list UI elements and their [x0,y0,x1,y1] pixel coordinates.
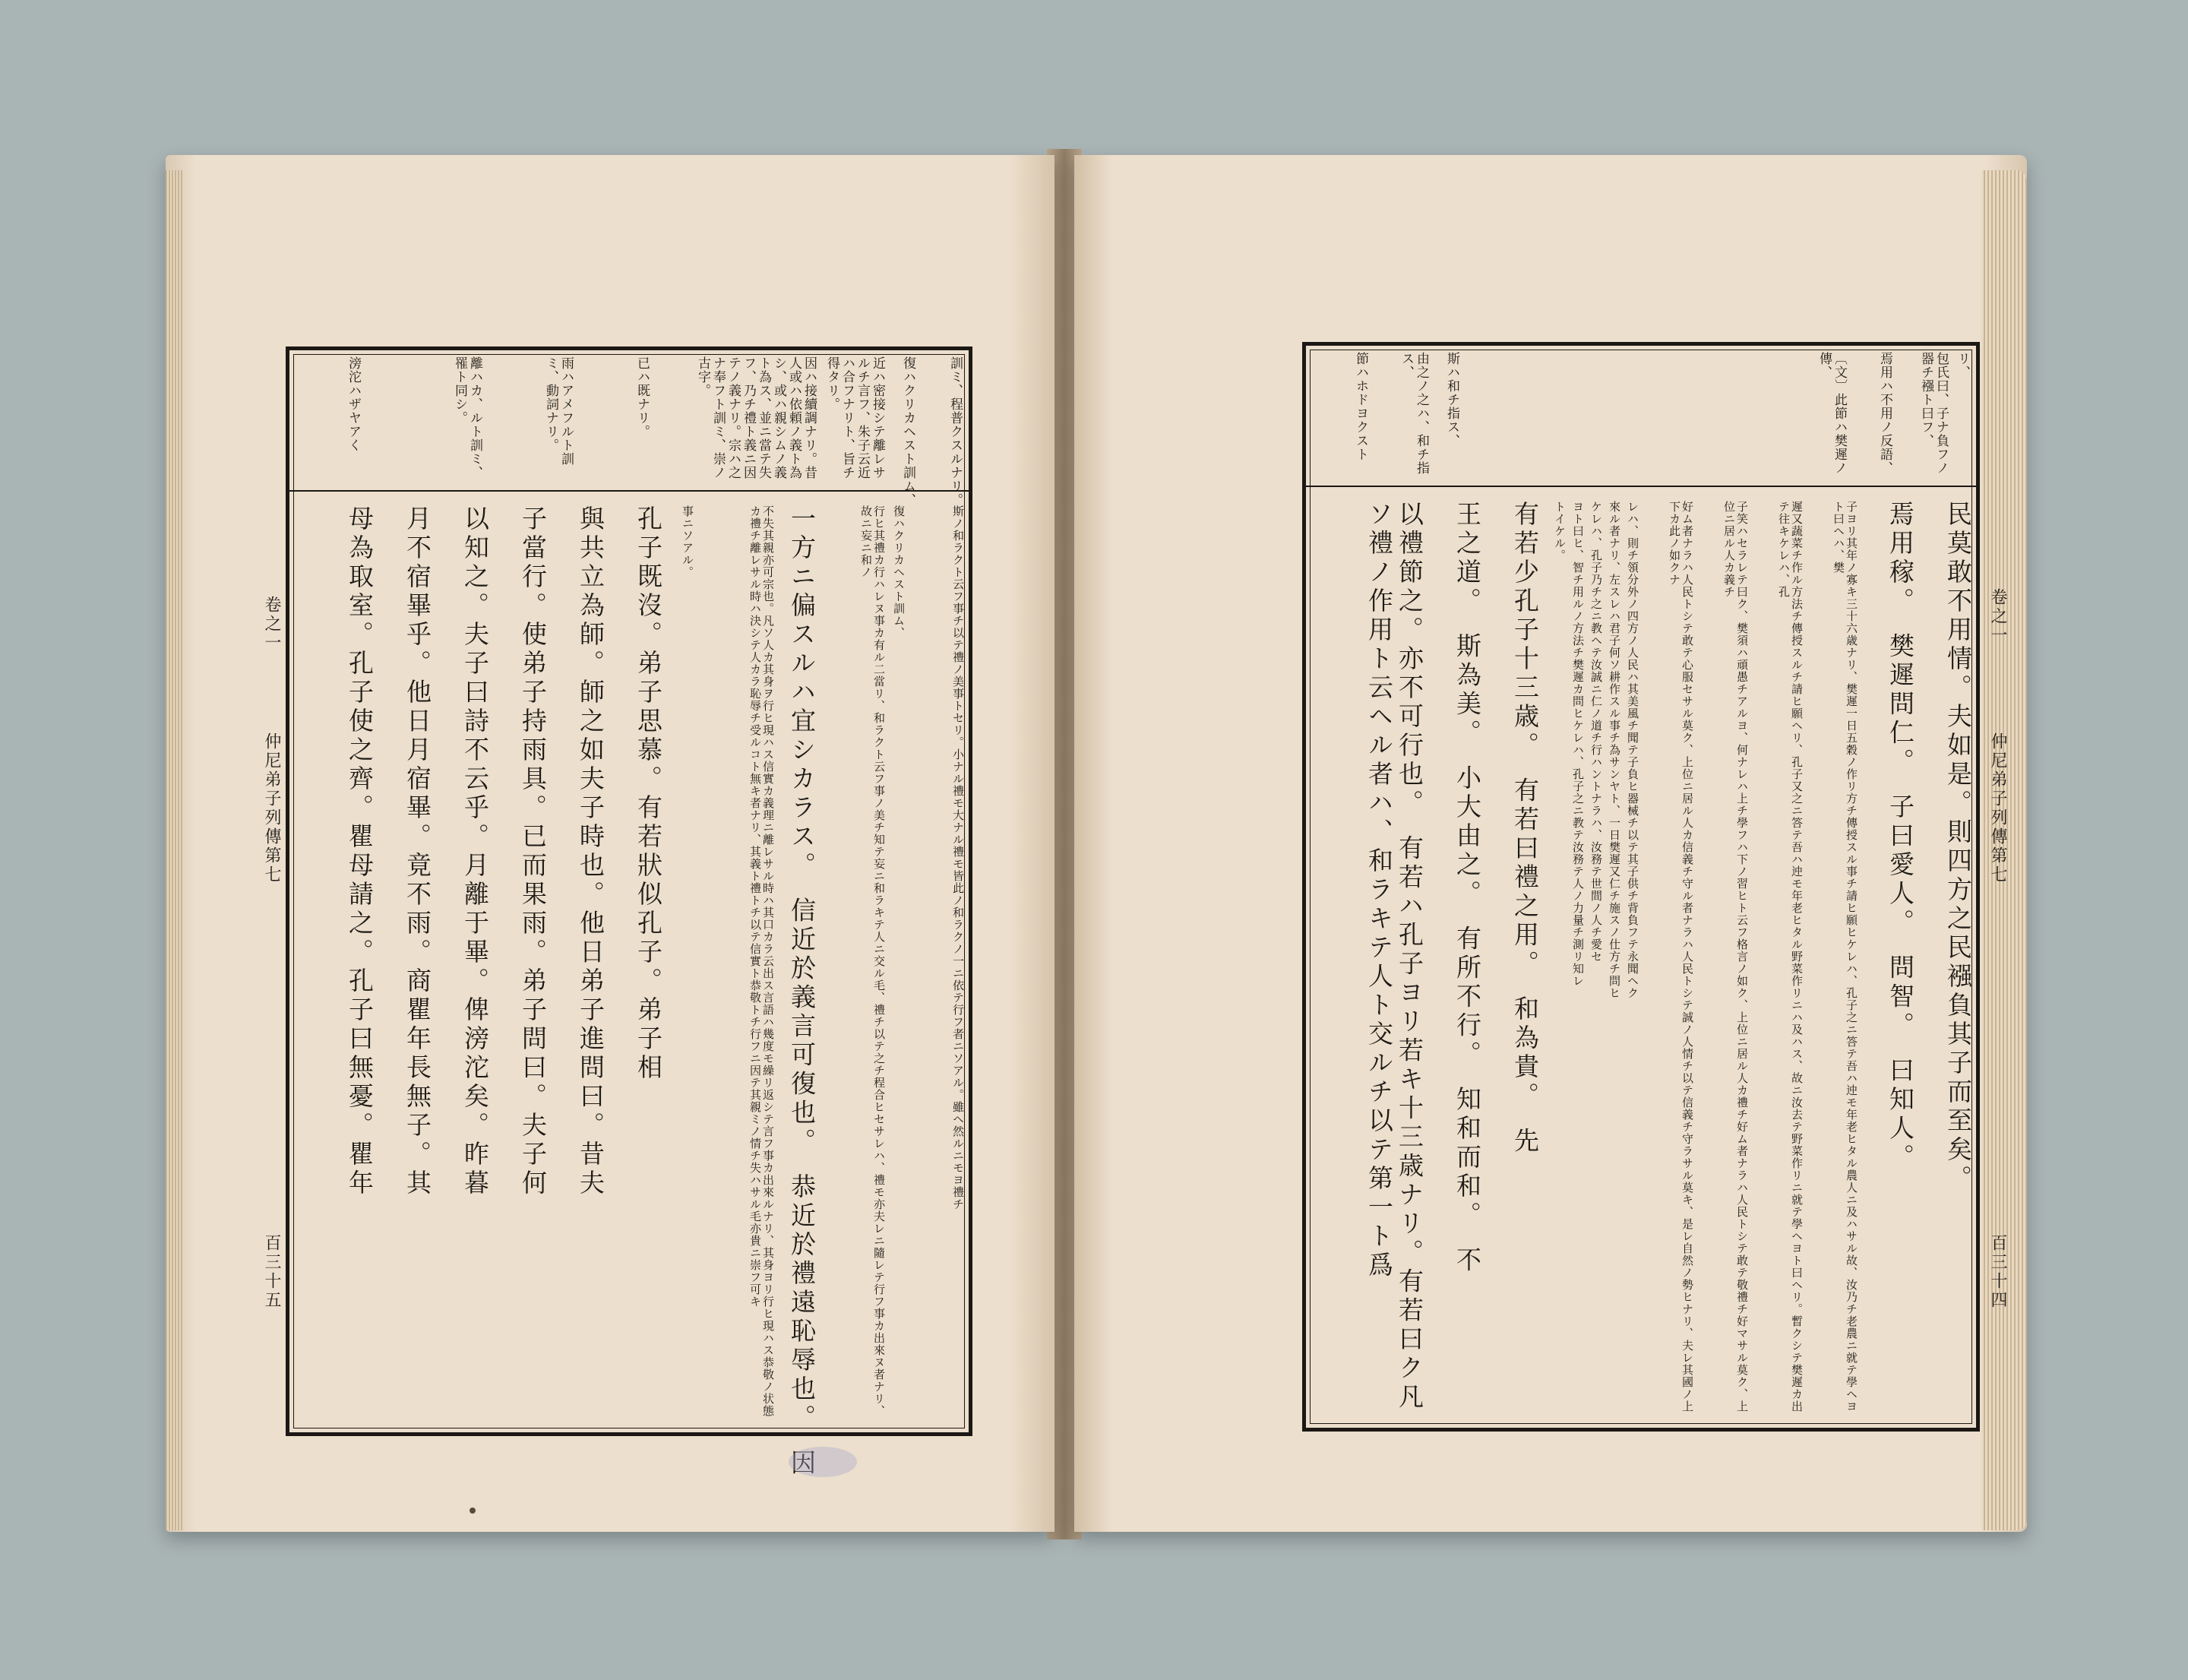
paper-spot [470,1508,476,1514]
right-text-frame [1302,342,1980,1432]
left-body-text [289,492,969,1479]
right-running-title: 仲尼弟子列傳第七 [1988,732,2007,884]
right-commentary-column: 子笑ハセラレテ曰ク、樊須ハ頑愚チアルヨ、何ナレハ上チ學フハ下ノ習ヒト云フ格言ノ如ク、上位ニ居ル人カ禮チ好ム者ナラハ人民トシテ敢テ敬禮チ好マサル莫ク、上位ニ居ル人カ義チ [1722,501,1749,1413]
right-main-column: 以禮節之。亦不可行也。 有若ハ孔子ヨリ若キ十三歳ナリ。有若曰ク凡ソ禮ノ作用ト云ヘル者ハ、和ラキテ人ト交ルチ以テ第一ト爲 [1364,501,1424,1413]
right-head-note: 〔文〕此節ハ樊遲ノ傳、 [1816,352,1847,475]
left-head-note: 雨ハアメフルト訓ミ、動詞ナリ。 [543,356,574,466]
left-volume-label: 卷之一 [262,596,281,653]
left-head-note: 因ハ接續調ナリ。昔人或ハ依頼ノ義ト為シ、或ハ親シムノ義ト為ス、並ニ當テ失フ、乃チ禮ト義ニ因テノ義ナリ。宗ハ之ナ奉フト訓ミ、崇ノ古字。 [695,356,817,479]
left-head-note: 離ハカ、ルト訓ミ、罹ト同シ。 [452,356,482,479]
left-main-column: 與共立為師。師之如夫子時也。他日弟子進問曰。昔夫 [576,505,605,1198]
left-main-column: 母為取室。孔子使之齊。瞿母請之。孔子曰無憂。瞿年 [345,505,375,1198]
right-commentary-column: ケレハ、孔子乃チ之ニ教ヘテ汝誠ニ仁ノ道チ行ハントナラハ、汝務テ世間ノ人チ愛セ [1589,501,1603,963]
left-page [166,155,1054,1532]
right-head-note: 包氏曰、子ナ負フノ器チ襁ト曰フ、 [1918,352,1949,475]
left-commentary-column: 行ヒ其禮カ行ハレヌ事カ有ル二當リ、和ラクト云フ事ノ美チ知テ妄ニ和ラキテ人ニ交ル毛、禮チ以テ之チ程合ヒセサレハ、禮モ亦夫レニ隨レテ行フ事カ出來ヌ者ナリ、故ニ妄ニ和ノ [859,505,886,1417]
right-head-note: 焉用ハ不用ノ反語、 [1877,352,1892,475]
right-main-column: 有若少孔子十三歳。 有若曰禮之用。 和為貴。 先 [1510,501,1540,1156]
left-head-note: 滂沱ハザヤアく [346,356,361,452]
right-head-notes [1306,346,1976,487]
right-body-text [1306,487,1976,1428]
right-commentary-column: 遲又蔬菜チ作ル方法チ傳授スルチ請ヒ願ヘリ、孔子又之ニ答テ吾ハ迚モ年老ヒタル野菜作リニハ及ハス、故ニ汝去テ野菜作リニ就テ學ヘヨト曰ヘリ。暫クシテ樊遲カ出テ往キケレハ、孔 [1777,501,1804,1413]
left-commentary-column: 斯ノ和ラクト云フ事チ以テ禮ノ美事トセリ。小ナル禮モ大ナル禮モ皆此ノ和ラクノ一ニ依テ行フ者ニソアル。雖ヘ然ルニモヨ禮チ [951,505,965,1210]
right-head-note: 斯ハ和チ指ス、 [1444,352,1459,448]
left-main-column: 以知之。夫子曰詩不云乎。月離于畢。俾滂沱矣。昨暮 [460,505,490,1198]
left-commentary-column: 事ニソアル。 [681,505,694,578]
left-page-number: 百三十五 [262,1234,281,1310]
left-page-edge [166,170,182,1530]
right-page-number: 百三十四 [1988,1234,2007,1310]
right-main-column: 王之道。 斯為美。 小大由之。 有所不行。 知和而和。 不 [1453,501,1482,1276]
left-main-column: 月不宿畢乎。他日月宿畢。竟不雨。商瞿年長無子。其 [403,505,432,1198]
left-text-frame [286,346,972,1479]
right-commentary-column: 好ム者ナラハ人民トシテ敢テ心服セサル莫ク、上位ニ居ル人カ信義チ守ル者ナラハ人民トシテ誠ノ人情チ以テ信義チ守ラサル莫キ、是レ自然ノ勢ヒナリ、夫レ其國ノ上下カ此ノ如クナ [1668,501,1694,1413]
right-volume-label: 卷之一 [1988,588,2007,645]
left-commentary-column: 不失其親亦可宗也。凡ソ人カ其身ヲ行ヒ現ハス信實カ義理ニ離レサル時ハ其口カラ云出ス言語ハ幾度モ繰リ返シテ言フ事カ出來ルナリ、其身ヨリ行ヒ現ハス恭敬ノ状態カ禮チ離レサル時ハ決シテ人カラ恥辱チ受ルコト無キ者ナリ、其義ト禮トチ以テ信實ト恭敬トチ行フニ因テ其親ミノ情チ失ハサル毛亦貴ニ崇フ可キ [748,505,775,1417]
right-head-note: 節ハホドヨクスト [1353,352,1368,461]
left-head-note: 近ハ密接シテ離レサルチ言フ、朱子云近ハ合フナリト、旨チ得タリ。 [824,356,885,479]
left-main-column: 一方ニ偏スルハ宜シカラス。 信近於義言可復也。 恭近於禮遠恥辱也。 因 [787,505,817,1479]
left-commentary-column: 復ハクリカヘスト訓ム、 [892,505,906,639]
left-main-column: 子當行。使弟子持雨具。已而果雨。弟子問曰。夫子何 [518,505,548,1198]
right-commentary-column: トイケル。 [1553,501,1567,562]
left-head-note: 已ハ既ナリ。 [634,356,650,438]
left-head-note: 訓ミ、程普クスルナリ。 [947,356,963,507]
left-head-note: 復ハクリカヘスト訓ム、 [900,356,915,507]
right-commentary-column: 子ヨリ其年ノ寡キ三十六歳ナリ、樊遲一日五穀ノ作リ方チ傳授スル事チ請ヒ願ヒケレハ、孔子之ニ答テ吾ハ迚モ年老ヒタル農人ニ及ハサル故、汝乃チ老農ニ就テ學ヘヨト曰ヘハ、樊 [1832,501,1858,1413]
right-head-note: リ、 [1955,352,1970,379]
left-running-title: 仲尼弟子列傳第七 [262,732,281,884]
right-main-column: 民莫敢不用情。夫如是。則四方之民襁負其子而至矣。 [1943,501,1973,1194]
ink-stain [789,1447,857,1477]
right-commentary-column: 來ル者ナリ、左スレハ君子何ソ耕作スル事チ為サンヤト、一日樊遲又仁チ施スノ仕方チ問ヒ [1608,501,1621,999]
right-commentary-column: ヨト曰ヒ、智チ用ルノ方法チ樊遲カ問ヒケレハ、孔子之ニ教テ汝務テ人ノ力量チ測リ知レ [1571,501,1585,987]
right-main-column: 焉用稼。 樊遲問仁。 子曰愛人。 問智。 曰知人。 [1886,501,1915,1172]
right-page [1074,155,2027,1532]
right-head-note: 由之ノ之ハ、和チ指ス、 [1399,352,1429,475]
right-commentary-column: レハ、則チ領分外ノ四方ノ人民ハ其美風チ聞テ子負ヒ器械チ以テ其子供チ背負フテ永聞ヘク [1626,501,1639,999]
left-head-notes [289,350,969,507]
left-main-column: 孔子既沒。弟子思慕。有若狀似孔子。弟子相 [634,505,663,1083]
open-book [166,149,2027,1539]
